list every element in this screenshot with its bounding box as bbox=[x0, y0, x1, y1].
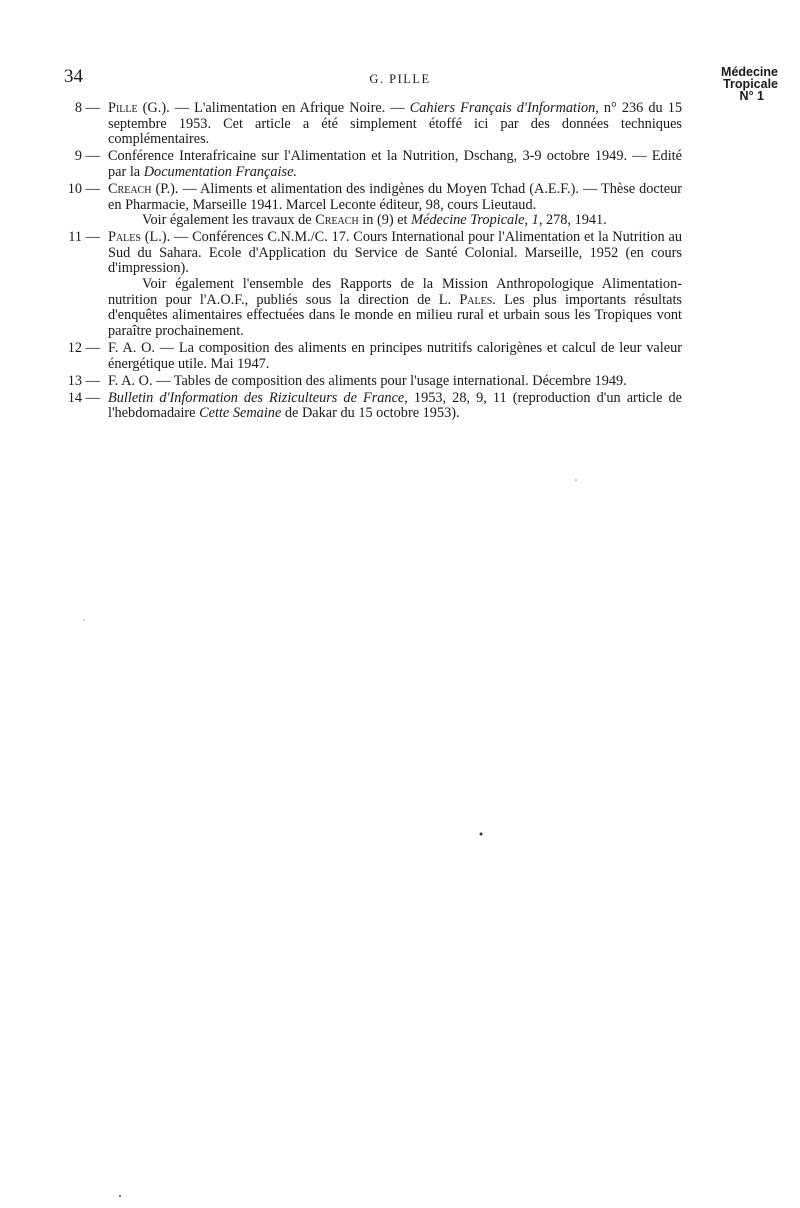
reference-text: de Dakar du 15 octobre 1953). bbox=[284, 405, 460, 422]
reference-14 bbox=[62, 391, 682, 422]
reference-number: 12 — bbox=[67, 339, 100, 356]
reference-10 bbox=[62, 182, 682, 229]
journal-tag-line-2: Tropicale bbox=[723, 77, 778, 91]
reference-text: Conférence Interafricaine sur l'Alimentation et la Nutrition, Dschang, 3-9 octobre 1949. — Edité par la bbox=[108, 148, 682, 180]
reference-list bbox=[62, 101, 682, 423]
reference-text: F. A. O. — Tables de composition des aliments pour l'usage international. Décembre 1949. bbox=[108, 372, 627, 389]
reference-text: — L'alimentation en Afrique Noire. — bbox=[174, 100, 405, 116]
reference-12 bbox=[62, 341, 682, 372]
reference-initial: (L.). bbox=[144, 229, 171, 246]
speck bbox=[119, 1195, 121, 1197]
reference-see-also: Voir également l'ensemble des Rapports de la Mission Anthropologique Alimentation-nutrition pour l'A.O.F., publiés sous la direction de L. Pales. Les plus importants résultats d'enquêtes alimentaires effectuées dans le monde en milieu rural et urbain sous les Tropiques vont paraître prochainement. bbox=[108, 276, 682, 339]
reference-number: 13 — bbox=[67, 372, 100, 389]
reference-initial: (P.). bbox=[155, 180, 179, 197]
reference-number: 11 — bbox=[68, 229, 100, 246]
reference-9 bbox=[62, 149, 682, 180]
reference-journal: Cahiers Français d'Information bbox=[409, 100, 596, 116]
reference-number: 8 — bbox=[74, 100, 100, 116]
speck bbox=[83, 619, 84, 620]
reference-author: Creach bbox=[108, 180, 152, 197]
journal-tag bbox=[721, 66, 778, 102]
reference-number: 14 — bbox=[67, 389, 100, 406]
running-head: G. PILLE bbox=[369, 72, 431, 86]
reference-publisher: Documentation Française. bbox=[143, 163, 298, 180]
reference-13 bbox=[62, 374, 682, 390]
reference-text: — Conférences C.N.M./C. 17. Cours International pour l'Alimentation et la Nutrition au Sud du Sahara. Ecole d'Application du Service de Santé Colonial. Marseille, 1952 (en cours d'impression). bbox=[108, 229, 682, 277]
reference-magazine: Cette Semaine bbox=[199, 405, 282, 422]
reference-initial: (G.). bbox=[142, 100, 170, 116]
journal-tag-line-1: Médecine bbox=[721, 65, 778, 79]
reference-author: Pales bbox=[108, 229, 141, 246]
reference-8 bbox=[62, 101, 682, 148]
reference-text: , 1953, 28, 9, 11 (reproduction d'un article de l'hebdomadaire bbox=[108, 389, 682, 422]
reference-text: F. A. O. — La composition des aliments en principes nutritifs calorigènes et calcul de leur valeur énergétique utile. Mai 1947. bbox=[108, 339, 682, 372]
speck bbox=[480, 833, 483, 836]
journal-tag-line-3: N° 1 bbox=[739, 89, 764, 103]
reference-11 bbox=[62, 230, 682, 339]
reference-number: 9 — bbox=[74, 148, 100, 165]
reference-journal: Bulletin d'Information des Riziculteurs de France bbox=[108, 389, 405, 406]
reference-text: , n° 236 du 15 septembre 1953. Cet article a été simplement étoffé ici par des données techniques complémentaires. bbox=[108, 100, 682, 148]
speck bbox=[575, 479, 577, 481]
page-number: 34 bbox=[64, 66, 83, 87]
reference-text: — Aliments et alimentation des indigènes du Moyen Tchad (A.E.F.). — Thèse docteur en Pharmacie, Marseille 1941. Marcel Leconte éditeur, 98, cours Lieutaud. bbox=[108, 180, 682, 213]
reference-author: Pille bbox=[108, 100, 138, 116]
reference-see-also: Voir également les travaux de Creach in (9) et Médecine Tropicale, 1, 278, 1941. bbox=[142, 212, 607, 229]
reference-number: 10 — bbox=[67, 180, 100, 197]
